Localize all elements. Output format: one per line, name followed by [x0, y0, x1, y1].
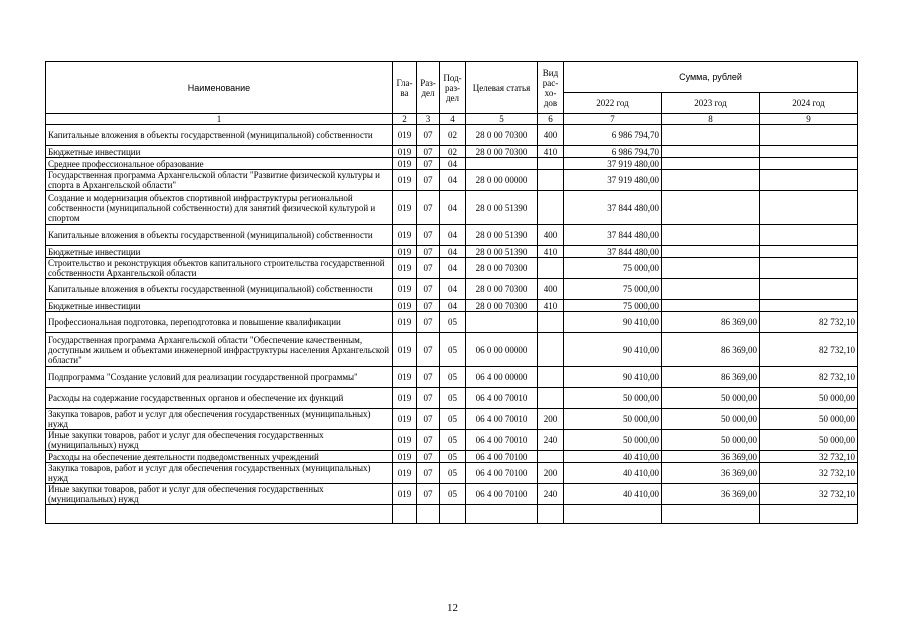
cell-vid: 410 — [538, 146, 564, 158]
cell-podrazdel: 04 — [440, 300, 466, 312]
cell-glava: 019 — [393, 191, 417, 225]
table-row — [46, 279, 858, 300]
cell-y2023 — [662, 258, 760, 279]
cell-razdel: 07 — [417, 484, 440, 505]
cell-razdel: 07 — [417, 463, 440, 484]
cell-vid — [538, 191, 564, 225]
cell-glava: 019 — [393, 430, 417, 451]
page-number: 12 — [447, 602, 458, 614]
cell-razdel: 07 — [417, 388, 440, 409]
cell-y2022: 37 844 480,00 — [564, 225, 662, 246]
cell-razdel: 07 — [417, 146, 440, 158]
cell-celevaya: 28 0 00 70300 — [466, 258, 538, 279]
cell-name: Иные закупки товаров, работ и услуг для обеспечения государственных (муниципальных) нужд — [46, 484, 393, 505]
empty-cell — [417, 505, 440, 524]
cell-razdel: 07 — [417, 333, 440, 367]
cell-name: Капитальные вложения в объекты государственной (муниципальной) собственности — [46, 225, 393, 246]
cell-y2024: 32 732,10 — [760, 463, 858, 484]
cell-y2022: 50 000,00 — [564, 409, 662, 430]
col-number: 4 — [440, 114, 466, 125]
cell-y2023: 36 369,00 — [662, 484, 760, 505]
cell-name: Капитальные вложения в объекты государственной (муниципальной) собственности — [46, 125, 393, 146]
cell-vid: 400 — [538, 225, 564, 246]
cell-celevaya: 06 4 00 70010 — [466, 388, 538, 409]
cell-y2023 — [662, 170, 760, 191]
cell-glava: 019 — [393, 463, 417, 484]
cell-name: Иные закупки товаров, работ и услуг для обеспечения государственных (муниципальных) нужд — [46, 430, 393, 451]
col-number: 3 — [417, 114, 440, 125]
cell-vid — [538, 158, 564, 170]
cell-y2024: 50 000,00 — [760, 409, 858, 430]
cell-name: Расходы на содержание государственных органов и обеспечение их функций — [46, 388, 393, 409]
cell-y2024 — [760, 225, 858, 246]
cell-podrazdel: 04 — [440, 158, 466, 170]
cell-name: Строительство и реконструкция объектов капитального строительства государственной собственности Архангельской области — [46, 258, 393, 279]
cell-y2023: 50 000,00 — [662, 409, 760, 430]
table-row — [46, 146, 858, 158]
cell-y2024 — [760, 246, 858, 258]
header-glava: Гла-ва — [393, 62, 417, 114]
budget-table — [45, 61, 858, 524]
cell-razdel: 07 — [417, 258, 440, 279]
cell-y2024 — [760, 158, 858, 170]
cell-vid — [538, 258, 564, 279]
cell-razdel: 07 — [417, 300, 440, 312]
cell-celevaya: 28 0 00 70300 — [466, 125, 538, 146]
table-row — [46, 246, 858, 258]
cell-name: Капитальные вложения в объекты государственной (муниципальной) собственности — [46, 279, 393, 300]
cell-name: Бюджетные инвестиции — [46, 300, 393, 312]
header-razdel: Раз-дел — [417, 62, 440, 114]
cell-name: Расходы на обеспечение деятельности подведомственных учреждений — [46, 451, 393, 463]
cell-y2023 — [662, 191, 760, 225]
col-number: 9 — [760, 114, 858, 125]
empty-row — [46, 505, 858, 524]
cell-y2022: 37 844 480,00 — [564, 246, 662, 258]
cell-razdel: 07 — [417, 225, 440, 246]
cell-y2024 — [760, 279, 858, 300]
header-name: Наименование — [46, 62, 393, 114]
cell-razdel: 07 — [417, 246, 440, 258]
cell-y2023: 86 369,00 — [662, 312, 760, 333]
header-vid: Вид рас-хо-дов — [538, 62, 564, 114]
cell-glava: 019 — [393, 225, 417, 246]
cell-celevaya: 06 4 00 70100 — [466, 484, 538, 505]
cell-y2022: 37 919 480,00 — [564, 170, 662, 191]
cell-razdel: 07 — [417, 367, 440, 388]
empty-cell — [393, 505, 417, 524]
cell-podrazdel: 02 — [440, 125, 466, 146]
cell-name: Бюджетные инвестиции — [46, 146, 393, 158]
cell-razdel: 07 — [417, 170, 440, 191]
cell-name: Закупка товаров, работ и услуг для обеспечения государственных (муниципальных) нужд — [46, 463, 393, 484]
table-row — [46, 158, 858, 170]
cell-celevaya — [466, 312, 538, 333]
cell-celevaya: 28 0 00 00000 — [466, 170, 538, 191]
cell-podrazdel: 04 — [440, 225, 466, 246]
cell-celevaya: 28 0 00 70300 — [466, 146, 538, 158]
empty-cell — [564, 505, 662, 524]
cell-y2023 — [662, 279, 760, 300]
cell-razdel: 07 — [417, 191, 440, 225]
cell-celevaya: 06 4 00 70100 — [466, 451, 538, 463]
cell-glava: 019 — [393, 158, 417, 170]
cell-y2024: 82 732,10 — [760, 367, 858, 388]
header-year-2022: 2022 год — [564, 93, 662, 114]
cell-y2023 — [662, 158, 760, 170]
cell-y2024 — [760, 258, 858, 279]
cell-y2024: 50 000,00 — [760, 388, 858, 409]
cell-celevaya: 06 4 00 70010 — [466, 409, 538, 430]
header-year-2023: 2023 год — [662, 93, 760, 114]
header-celevaya: Целевая статья — [466, 62, 538, 114]
cell-celevaya: 06 4 00 70010 — [466, 430, 538, 451]
header-year-2024: 2024 год — [760, 93, 858, 114]
empty-cell — [538, 505, 564, 524]
cell-name: Бюджетные инвестиции — [46, 246, 393, 258]
cell-podrazdel: 04 — [440, 279, 466, 300]
cell-vid: 400 — [538, 279, 564, 300]
cell-y2024: 32 732,10 — [760, 451, 858, 463]
cell-glava: 019 — [393, 258, 417, 279]
cell-y2023 — [662, 300, 760, 312]
table-row — [46, 463, 858, 484]
empty-cell — [760, 505, 858, 524]
cell-y2022: 6 986 794,70 — [564, 125, 662, 146]
header-summa: Сумма, рублей — [564, 62, 858, 93]
table-row — [46, 367, 858, 388]
cell-y2022: 40 410,00 — [564, 484, 662, 505]
cell-y2022: 6 986 794,70 — [564, 146, 662, 158]
cell-glava: 019 — [393, 246, 417, 258]
cell-name: Подпрограмма "Создание условий для реализации государственной программы" — [46, 367, 393, 388]
cell-name: Среднее профессиональное образование — [46, 158, 393, 170]
cell-podrazdel: 04 — [440, 170, 466, 191]
cell-y2022: 37 844 480,00 — [564, 191, 662, 225]
cell-podrazdel: 05 — [440, 451, 466, 463]
cell-y2024 — [760, 146, 858, 158]
col-number: 8 — [662, 114, 760, 125]
table-row — [46, 388, 858, 409]
cell-razdel: 07 — [417, 430, 440, 451]
cell-y2024: 82 732,10 — [760, 333, 858, 367]
cell-glava: 019 — [393, 484, 417, 505]
cell-vid — [538, 367, 564, 388]
cell-name: Государственная программа Архангельской области "Обеспечение качественным, доступным жильем и объектами инженерной инфраструктуры населения Архангельской области" — [46, 333, 393, 367]
cell-glava: 019 — [393, 409, 417, 430]
cell-vid: 240 — [538, 484, 564, 505]
cell-y2022: 90 410,00 — [564, 312, 662, 333]
cell-y2023 — [662, 146, 760, 158]
cell-podrazdel: 04 — [440, 191, 466, 225]
cell-vid: 410 — [538, 300, 564, 312]
table-row — [46, 430, 858, 451]
cell-y2024 — [760, 300, 858, 312]
cell-podrazdel: 04 — [440, 258, 466, 279]
cell-vid — [538, 451, 564, 463]
cell-vid: 400 — [538, 125, 564, 146]
cell-y2023 — [662, 225, 760, 246]
table-row — [46, 191, 858, 225]
cell-celevaya: 28 0 00 51390 — [466, 225, 538, 246]
cell-vid — [538, 170, 564, 191]
cell-vid: 240 — [538, 430, 564, 451]
cell-y2024 — [760, 170, 858, 191]
cell-glava: 019 — [393, 312, 417, 333]
cell-vid — [538, 312, 564, 333]
cell-y2023 — [662, 246, 760, 258]
empty-cell — [466, 505, 538, 524]
table-row — [46, 451, 858, 463]
cell-y2022: 50 000,00 — [564, 388, 662, 409]
col-number: 2 — [393, 114, 417, 125]
cell-podrazdel: 05 — [440, 367, 466, 388]
cell-celevaya — [466, 158, 538, 170]
empty-cell — [662, 505, 760, 524]
cell-podrazdel: 05 — [440, 388, 466, 409]
cell-razdel: 07 — [417, 158, 440, 170]
cell-y2022: 40 410,00 — [564, 463, 662, 484]
cell-glava: 019 — [393, 367, 417, 388]
cell-razdel: 07 — [417, 409, 440, 430]
cell-y2023: 50 000,00 — [662, 430, 760, 451]
cell-podrazdel: 05 — [440, 484, 466, 505]
cell-y2023: 86 369,00 — [662, 333, 760, 367]
cell-celevaya: 28 0 00 51390 — [466, 246, 538, 258]
cell-celevaya: 28 0 00 51390 — [466, 191, 538, 225]
cell-y2023: 36 369,00 — [662, 451, 760, 463]
cell-glava: 019 — [393, 170, 417, 191]
cell-y2022: 40 410,00 — [564, 451, 662, 463]
cell-y2022: 75 000,00 — [564, 258, 662, 279]
cell-y2022: 50 000,00 — [564, 430, 662, 451]
cell-vid — [538, 333, 564, 367]
table-row — [46, 125, 858, 146]
header-podrazdel: Под-раз-дел — [440, 62, 466, 114]
cell-glava: 019 — [393, 451, 417, 463]
cell-y2023 — [662, 125, 760, 146]
cell-podrazdel: 02 — [440, 146, 466, 158]
cell-name: Закупка товаров, работ и услуг для обеспечения государственных (муниципальных) нужд — [46, 409, 393, 430]
cell-y2023: 86 369,00 — [662, 367, 760, 388]
table-row — [46, 258, 858, 279]
empty-cell — [46, 505, 393, 524]
col-number: 7 — [564, 114, 662, 125]
cell-podrazdel: 05 — [440, 409, 466, 430]
cell-glava: 019 — [393, 388, 417, 409]
cell-glava: 019 — [393, 146, 417, 158]
cell-razdel: 07 — [417, 312, 440, 333]
cell-vid: 410 — [538, 246, 564, 258]
cell-podrazdel: 05 — [440, 430, 466, 451]
table-row — [46, 300, 858, 312]
cell-celevaya: 06 4 00 00000 — [466, 367, 538, 388]
cell-name: Создание и модернизация объектов спортивной инфраструктуры региональной собственности (муниципальной собственности) для занятий физической культурой и спортом — [46, 191, 393, 225]
table-row — [46, 333, 858, 367]
cell-razdel: 07 — [417, 125, 440, 146]
table-row — [46, 170, 858, 191]
table-row — [46, 312, 858, 333]
table-row — [46, 484, 858, 505]
cell-y2023: 50 000,00 — [662, 388, 760, 409]
cell-y2024 — [760, 125, 858, 146]
cell-celevaya: 28 0 00 70300 — [466, 279, 538, 300]
col-number: 5 — [466, 114, 538, 125]
empty-cell — [440, 505, 466, 524]
cell-y2022: 90 410,00 — [564, 333, 662, 367]
cell-celevaya: 06 0 00 00000 — [466, 333, 538, 367]
table-row — [46, 409, 858, 430]
cell-glava: 019 — [393, 279, 417, 300]
column-numbers-row — [46, 114, 858, 125]
col-number: 6 — [538, 114, 564, 125]
cell-podrazdel: 05 — [440, 312, 466, 333]
cell-y2024: 32 732,10 — [760, 484, 858, 505]
col-number: 1 — [46, 114, 393, 125]
cell-celevaya: 28 0 00 70300 — [466, 300, 538, 312]
cell-y2024: 50 000,00 — [760, 430, 858, 451]
cell-y2022: 75 000,00 — [564, 300, 662, 312]
cell-razdel: 07 — [417, 279, 440, 300]
cell-name: Профессиональная подготовка, переподготовка и повышение квалификации — [46, 312, 393, 333]
cell-y2022: 90 410,00 — [564, 367, 662, 388]
cell-y2023: 36 369,00 — [662, 463, 760, 484]
cell-glava: 019 — [393, 333, 417, 367]
cell-podrazdel: 05 — [440, 333, 466, 367]
cell-y2024: 82 732,10 — [760, 312, 858, 333]
cell-y2022: 75 000,00 — [564, 279, 662, 300]
cell-podrazdel: 05 — [440, 463, 466, 484]
cell-celevaya: 06 4 00 70100 — [466, 463, 538, 484]
cell-vid: 200 — [538, 409, 564, 430]
cell-name: Государственная программа Архангельской области "Развитие физической культуры и спорта в Архангельской области" — [46, 170, 393, 191]
table-row — [46, 225, 858, 246]
cell-vid: 200 — [538, 463, 564, 484]
cell-y2024 — [760, 191, 858, 225]
cell-vid — [538, 388, 564, 409]
cell-glava: 019 — [393, 300, 417, 312]
cell-y2022: 37 919 480,00 — [564, 158, 662, 170]
cell-razdel: 07 — [417, 451, 440, 463]
cell-glava: 019 — [393, 125, 417, 146]
cell-podrazdel: 04 — [440, 246, 466, 258]
